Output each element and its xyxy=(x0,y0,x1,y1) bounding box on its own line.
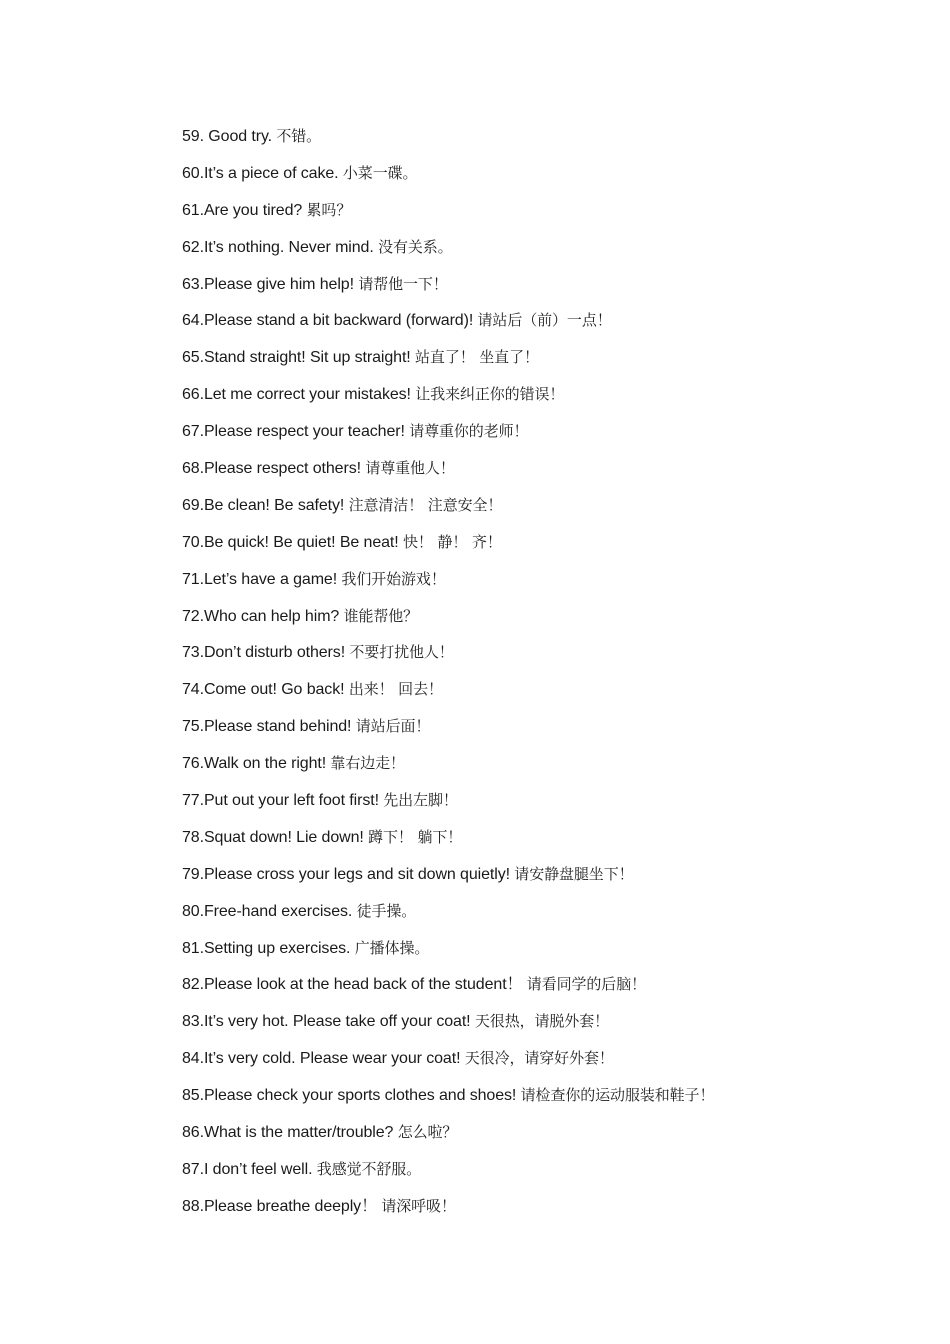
phrase-item xyxy=(182,1120,922,1157)
phrase-english: Are you tired? xyxy=(203,201,303,219)
phrase-number: 83. xyxy=(182,1013,204,1031)
phrase-item xyxy=(182,1046,922,1083)
phrase-english: What is the matter/trouble? xyxy=(203,1124,394,1142)
phrase-english: I don’t feel well. xyxy=(203,1160,313,1178)
phrase-number: 69. xyxy=(182,496,204,514)
phrase-number: 72. xyxy=(182,607,204,625)
phrase-item xyxy=(182,308,922,345)
phrase-number: 70. xyxy=(182,533,204,551)
phrase-number: 76. xyxy=(182,755,204,773)
phrase-english: Stand straight! Sit up straight! xyxy=(203,349,411,367)
phrase-number: 64. xyxy=(182,312,204,330)
phrase-chinese: 广播体操。 xyxy=(354,938,430,957)
phrase-item xyxy=(182,1194,922,1231)
phrase-chinese: 天很冷，请穿好外套！ xyxy=(464,1049,614,1068)
phrase-english: Please look at the head back of the student xyxy=(203,976,507,994)
phrase-english: Put out your left foot first! xyxy=(203,792,379,810)
phrase-item xyxy=(182,899,922,936)
phrase-chinese: 注意清洁！ 注意安全！ xyxy=(348,495,503,514)
phrase-english: It’s very hot. Please take off your coat! xyxy=(203,1013,471,1031)
phrase-number: 63. xyxy=(182,275,204,293)
phrase-chinese: 请站后（前）一点！ xyxy=(477,311,612,330)
phrase-chinese: 请尊重你的老师！ xyxy=(409,422,529,441)
phrase-item xyxy=(182,124,922,161)
phrase-number: 81. xyxy=(182,939,204,957)
phrase-chinese: 请检查你的运动服装和鞋子！ xyxy=(520,1086,715,1105)
phrase-item xyxy=(182,972,922,1009)
phrase-number: 82. xyxy=(182,976,204,994)
phrase-item xyxy=(182,714,922,751)
phrase-chinese: 不要打扰他人！ xyxy=(349,643,454,662)
phrase-chinese: 没有关系。 xyxy=(378,237,453,256)
phrase-item xyxy=(182,382,922,419)
phrase-number: 66. xyxy=(182,386,204,404)
phrase-item xyxy=(182,825,922,862)
phrase-number: 74. xyxy=(182,681,204,699)
phrase-item xyxy=(182,751,922,788)
phrase-english: Let me correct your mistakes! xyxy=(203,386,411,404)
phrase-separator: ！ xyxy=(361,1197,382,1215)
phrase-english: Please stand behind! xyxy=(203,718,352,736)
phrase-number: 68. xyxy=(182,460,204,478)
phrase-english: Squat down! Lie down! xyxy=(203,828,364,846)
phrase-english: It’s nothing. Never mind. xyxy=(203,238,374,256)
phrase-english: Please breathe deeply xyxy=(203,1197,362,1215)
phrase-number: 75. xyxy=(182,718,204,736)
phrase-chinese: 怎么啦？ xyxy=(397,1123,458,1142)
phrase-number: 71. xyxy=(182,570,204,588)
phrase-chinese: 靠右边走！ xyxy=(330,754,405,773)
phrase-chinese: 天很热，请脱外套！ xyxy=(474,1012,609,1031)
phrase-english: Who can help him? xyxy=(203,607,340,625)
phrase-chinese: 谁能帮他？ xyxy=(343,606,419,625)
phrase-item xyxy=(182,862,922,899)
phrase-number: 60. xyxy=(182,164,204,182)
phrase-list xyxy=(182,124,922,1231)
phrase-chinese: 出来！ 回去！ xyxy=(348,680,443,699)
phrase-number: 65. xyxy=(182,349,204,367)
phrase-item xyxy=(182,1157,922,1194)
phrase-english: Good try. xyxy=(208,128,273,145)
phrase-chinese: 我感觉不舒服。 xyxy=(316,1159,422,1178)
phrase-number: 85. xyxy=(182,1087,204,1105)
phrase-chinese: 请帮他一下！ xyxy=(358,274,448,293)
phrase-number: 77. xyxy=(182,792,204,810)
phrase-english: Setting up exercises. xyxy=(203,939,351,957)
phrase-chinese: 累吗？ xyxy=(306,200,352,219)
phrase-number: 87. xyxy=(182,1160,204,1178)
phrase-english: Please stand a bit backward (forward)! xyxy=(203,312,474,330)
phrase-item xyxy=(182,419,922,456)
phrase-number: 62. xyxy=(182,238,204,256)
phrase-number: 79. xyxy=(182,865,204,883)
phrase-item xyxy=(182,788,922,825)
phrase-chinese: 我们开始游戏！ xyxy=(341,569,446,588)
phrase-separator: ！ xyxy=(506,976,527,994)
phrase-english: Please cross your legs and sit down quietly! xyxy=(203,865,510,883)
phrase-item xyxy=(182,456,922,493)
phrase-number: 73. xyxy=(182,644,204,662)
phrase-chinese: 让我来纠正你的错误！ xyxy=(415,385,565,404)
phrase-number: 61. xyxy=(182,201,204,219)
phrase-item xyxy=(182,936,922,973)
phrase-number: 88. xyxy=(182,1197,204,1215)
phrase-item xyxy=(182,345,922,382)
phrase-chinese: 快！ 静！ 齐！ xyxy=(402,532,502,551)
phrase-item xyxy=(182,530,922,567)
phrase-chinese: 蹲下！ 躺下！ xyxy=(368,827,463,846)
phrase-english: Free-hand exercises. xyxy=(203,902,353,920)
phrase-chinese: 小菜一碟。 xyxy=(342,163,418,182)
phrase-english: Please check your sports clothes and shoes! xyxy=(203,1087,517,1105)
phrase-english: Please give him help! xyxy=(203,275,354,293)
phrase-number: 84. xyxy=(182,1050,204,1068)
phrase-chinese: 请安静盘腿坐下！ xyxy=(514,864,634,883)
phrase-english: Please respect others! xyxy=(203,460,361,478)
phrase-item xyxy=(182,161,922,198)
phrase-chinese: 不错。 xyxy=(276,127,322,145)
phrase-english: Be quick! Be quiet! Be neat! xyxy=(203,533,399,551)
phrase-chinese: 站直了！ 坐直了！ xyxy=(415,348,539,367)
phrase-english: Come out! Go back! xyxy=(203,681,345,699)
phrase-chinese: 请站后面！ xyxy=(355,717,431,736)
phrase-english: Let’s have a game! xyxy=(203,570,338,588)
phrase-chinese: 请深呼吸！ xyxy=(381,1196,456,1215)
phrase-number: 67. xyxy=(182,423,204,441)
phrase-english: Please respect your teacher! xyxy=(203,423,405,441)
phrase-item xyxy=(182,1009,922,1046)
phrase-english: Don’t disturb others! xyxy=(203,644,346,662)
phrase-chinese: 先出左脚！ xyxy=(383,791,458,810)
phrase-number: 59. xyxy=(182,128,209,145)
phrase-chinese: 徒手操。 xyxy=(356,901,417,920)
phrase-number: 78. xyxy=(182,828,204,846)
phrase-item xyxy=(182,1083,922,1120)
phrase-item xyxy=(182,493,922,530)
phrase-chinese: 请尊重他人！ xyxy=(365,459,455,478)
phrase-chinese: 请看同学的后脑！ xyxy=(526,975,646,994)
phrase-item xyxy=(182,677,922,714)
phrase-item xyxy=(182,235,922,272)
phrase-english: It’s very cold. Please wear your coat! xyxy=(203,1050,461,1068)
phrase-number: 86. xyxy=(182,1124,204,1142)
phrase-item xyxy=(182,198,922,235)
phrase-english: It’s a piece of cake. xyxy=(203,164,339,182)
phrase-item xyxy=(182,567,922,604)
phrase-item xyxy=(182,640,922,677)
phrase-english: Walk on the right! xyxy=(203,755,327,773)
phrase-item xyxy=(182,604,922,641)
phrase-number: 80. xyxy=(182,902,204,920)
phrase-item xyxy=(182,272,922,309)
phrase-english: Be clean! Be safety! xyxy=(203,496,345,514)
